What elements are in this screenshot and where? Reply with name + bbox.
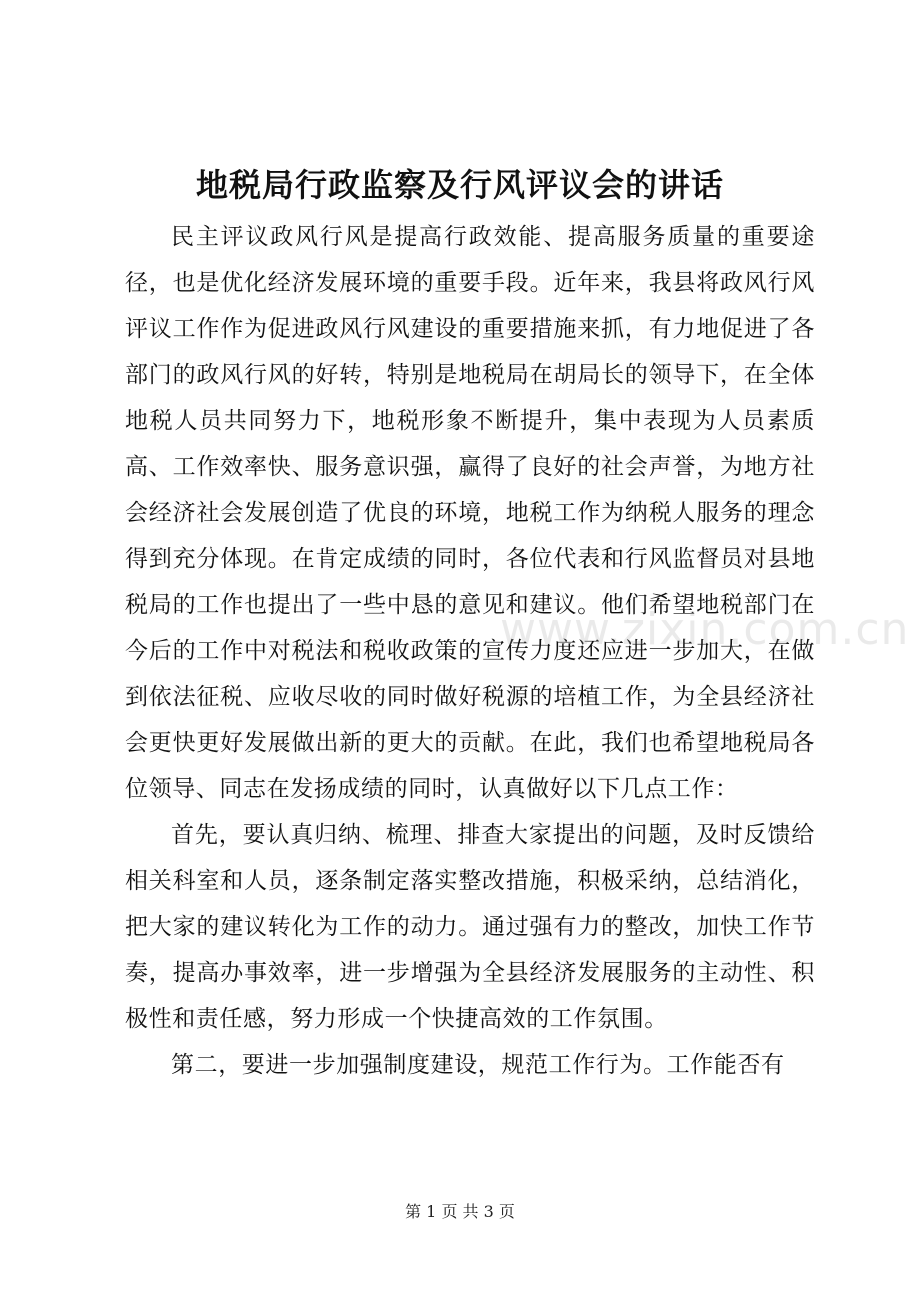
page-footer: 第 1 页 共 3 页 (405, 1202, 515, 1221)
watermark: www.zixin.com.cn (500, 604, 910, 655)
document-body (125, 214, 815, 1088)
document-title: 地税局行政监察及行风评议会的讲话 (195, 166, 724, 204)
paragraph-second-point: 第二，要进一步加强制度建设，规范工作行为。工作能否有 (171, 1052, 785, 1078)
paragraph-intro: 民主评议政风行风是提高行政效能、提高服务质量的重要途径，也是优化经济发展环境的重要手段。近年来，我县将政风行风评议工作作为促进政风行风建设的重要措施来抓，有力地促进了各部门的政风行风的好转，特别是地税局在胡局长的领导下，在全体地税人员共同努力下，地税形象不断提升，集中表现为人员素质高、工作效率快、服务意识强，赢得了良好的社会声誉，为地方社会经济社会发展创造了优良的环境，地税工作为纳税人服务的理念得到充分体现。在肯定成绩的同时，各位代表和行风监督员对县地税局的工作也提出了一些中恳的意见和建议。他们希望地税部门在今后的工作中对税法和税收政策的宣传力度还应进一步加大，在做到依法征税、应收尽收的同时做好税源的培植工作，为全县经济社会更快更好发展做出新的更大的贡献。在此，我们也希望地税局各位领导、同志在发扬成绩的同时，认真做好以下几点工作： (125, 224, 815, 802)
paragraph-first-point: 首先，要认真归纳、梳理、排查大家提出的问题，及时反馈给相关科室和人员，逐条制定落实整改措施，积极采纳，总结消化，把大家的建议转化为工作的动力。通过强有力的整改，加快工作节奏，提高办事效率，进一步增强为全县经济发展服务的主动性、积极性和责任感，努力形成一个快捷高效的工作氛围。 (125, 822, 815, 1032)
